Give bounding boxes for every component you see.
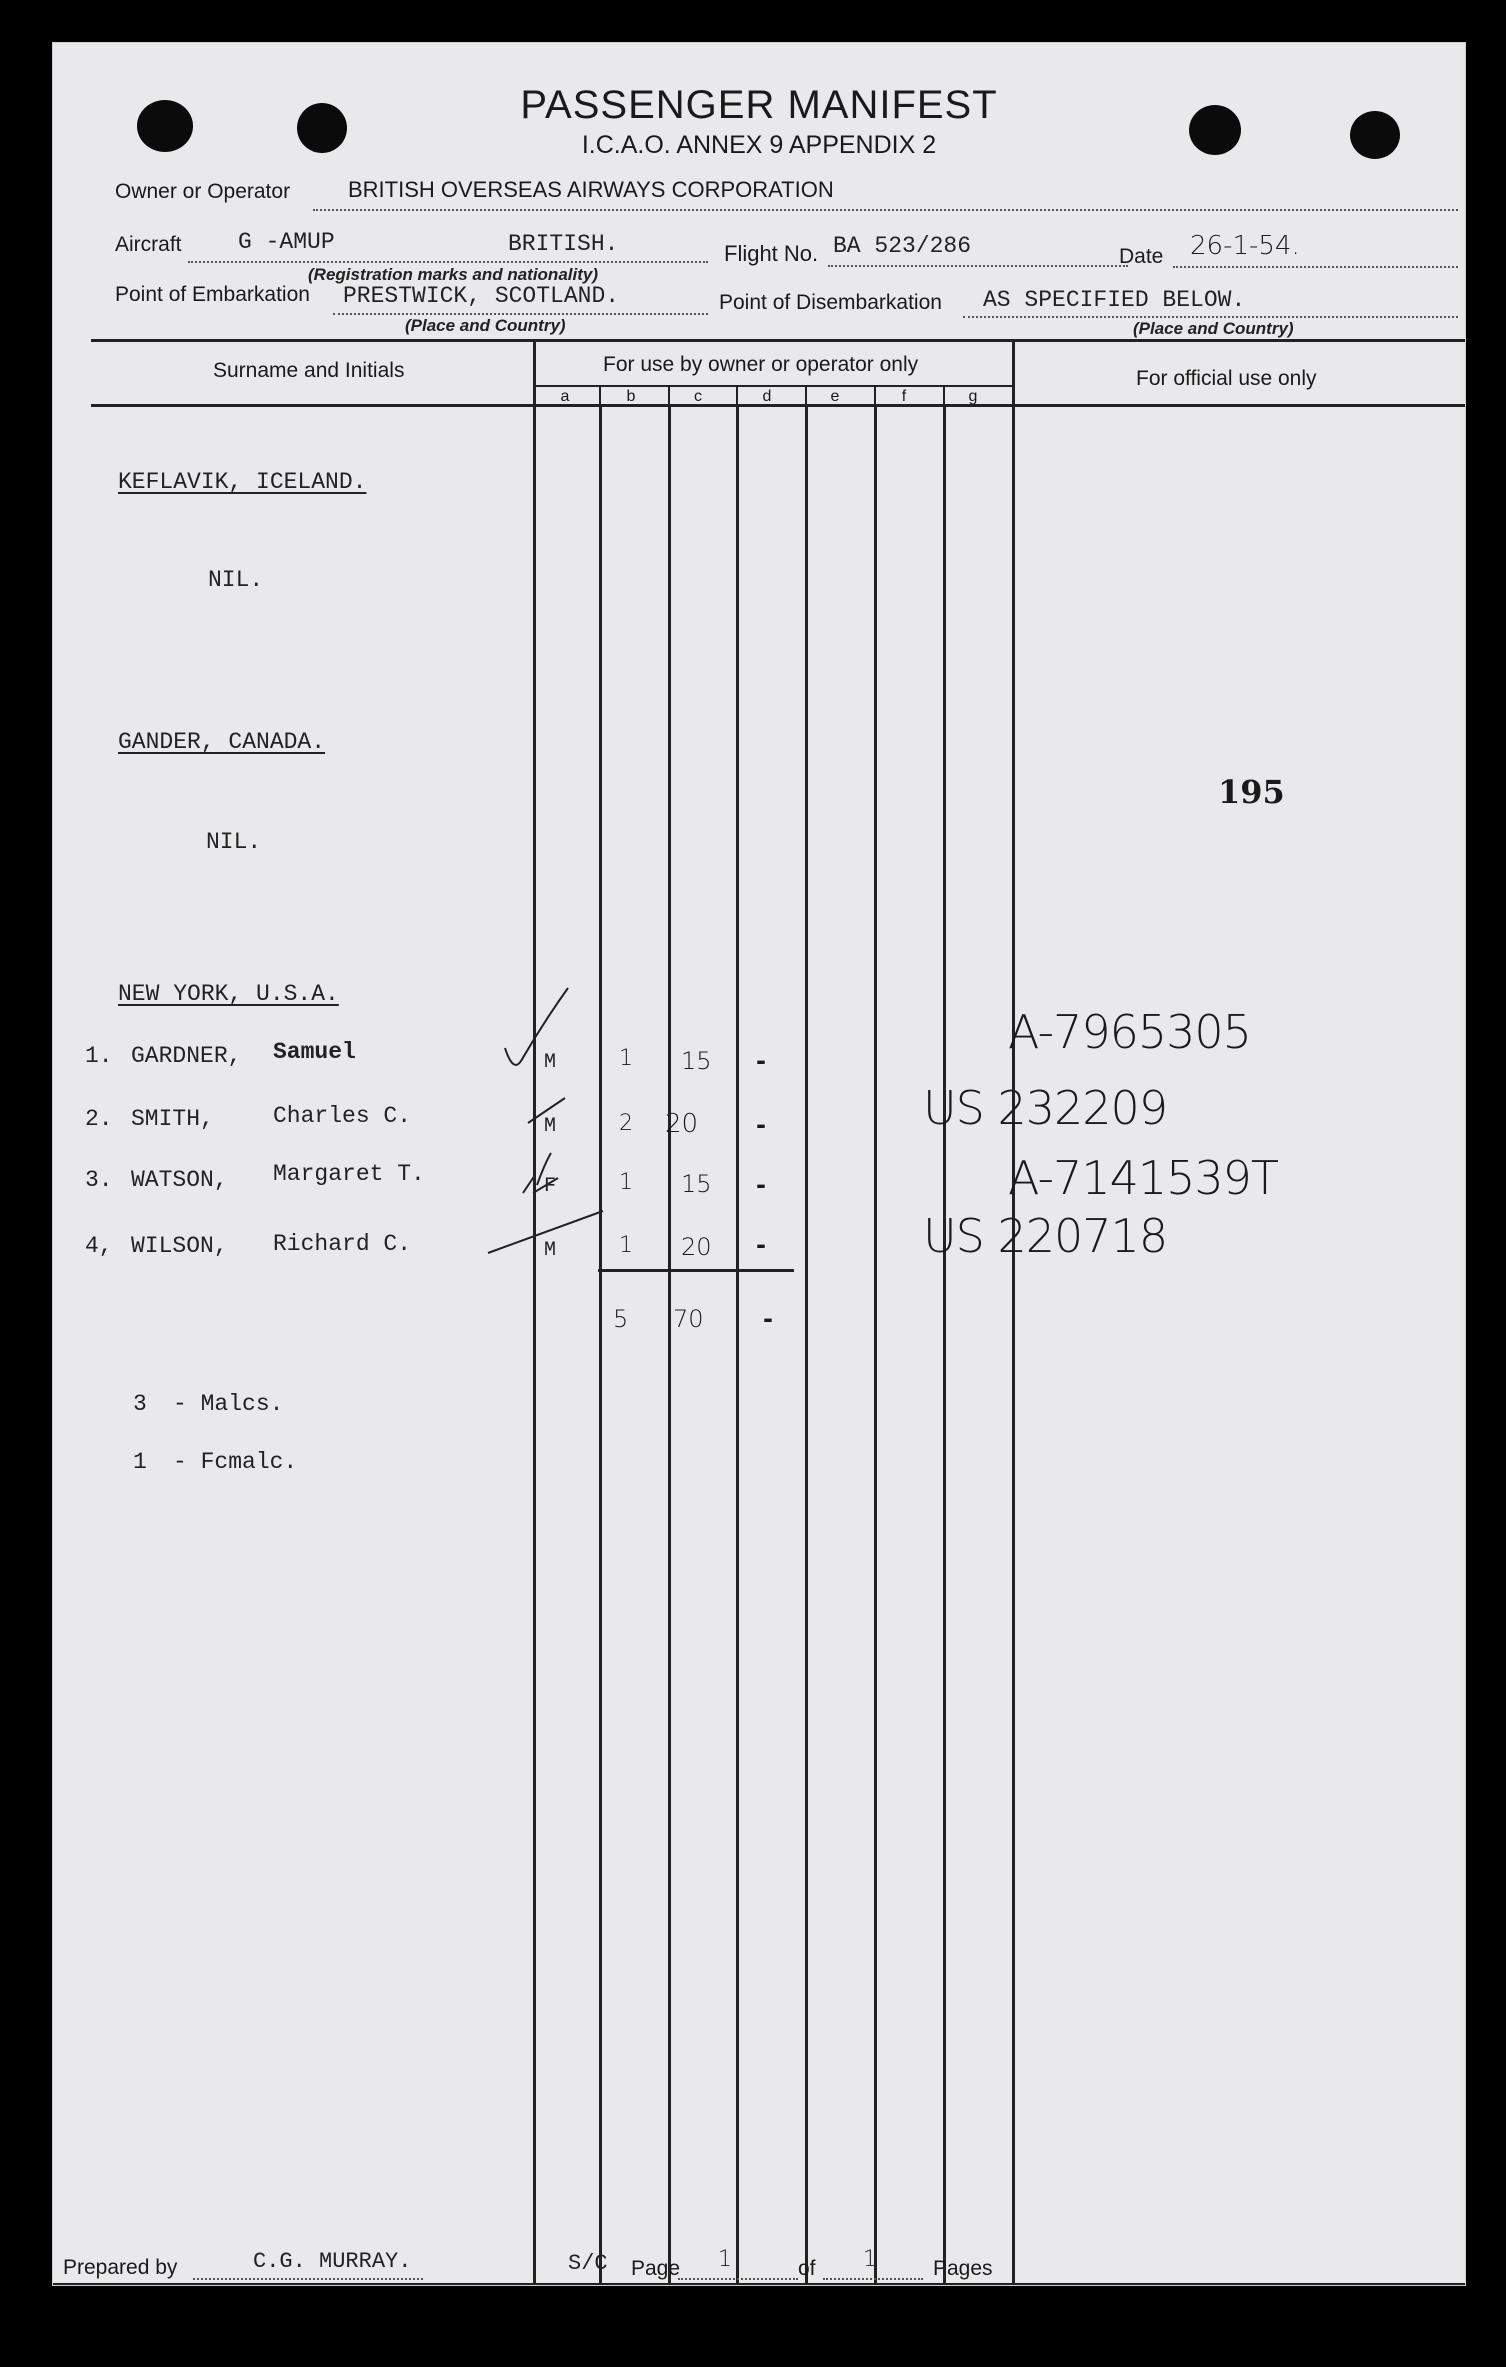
column-g-header: g [968,388,978,405]
header-separator-fg [943,385,945,405]
destination-gander-note: NIL. [206,829,262,855]
disembarkation-dots [963,316,1458,318]
passenger-2-col-b: 2 [619,1111,633,1136]
summary-males-count: 3 [133,1391,147,1417]
header-separator-de [805,385,807,405]
passenger-1-official: A-7965305 [1008,1005,1251,1059]
column-a-header: a [560,388,570,405]
column-line-g-official [1012,339,1015,2284]
column-e-header: e [830,388,840,405]
flight-value: BA 523/286 [833,233,972,259]
passenger-1-col-b: 1 [619,1046,633,1071]
passenger-4-given: Richard C. [273,1231,412,1257]
aircraft-value: G -AMUP [238,229,335,255]
passenger-4-official: US 220718 [923,1209,1168,1263]
passenger-4-surname: WILSON, [131,1233,228,1259]
passenger-4-col-b: 1 [619,1233,633,1258]
passenger-2-col-c: 20 [665,1109,699,1139]
passenger-2-number: 2. [85,1106,113,1132]
page-dots [678,2278,798,2280]
total-col-b: 5 [613,1305,629,1333]
passenger-3-col-a: F [544,1175,557,1198]
total-col-d: - [763,1305,773,1333]
footer-rule [53,2283,1465,2286]
passenger-4-col-d: - [756,1231,766,1259]
header-separator-ab [599,385,601,405]
header-separator-cd [736,385,738,405]
passenger-3-number: 3. [85,1167,113,1193]
total-col-c: 70 [673,1305,704,1333]
passenger-1-given: Samuel [273,1039,356,1065]
embarkation-caption: (Place and Country) [405,316,566,335]
passenger-2-col-d: - [756,1111,766,1139]
date-dots [1173,266,1458,268]
passenger-2-given: Charles C. [273,1103,412,1129]
column-line-c-d [736,404,739,2284]
date-label: Date [1119,245,1164,268]
embarkation-value: PRESTWICK, SCOTLAND. [343,283,620,309]
pages-dots [823,2278,923,2280]
prepared-dots [193,2278,423,2280]
disembarkation-caption: (Place and Country) [1133,319,1294,338]
column-line-surname-a [533,339,536,2284]
summary-females-label: - Fcmalc. [173,1449,298,1475]
passenger-2-col-a: M [544,1115,557,1138]
flight-dots [828,265,1128,267]
owner-label: Owner or Operator [115,180,291,203]
header-separator-ef [874,385,876,405]
column-line-f-g [943,404,946,2284]
summary-females-count: 1 [133,1449,147,1475]
page-title: PASSENGER MANIFEST [520,83,998,127]
date-value: 26-1-54. [1190,231,1300,261]
embarkation-dots [333,313,708,315]
pages-label: Pages [933,2257,993,2280]
passenger-4-number: 4, [85,1233,113,1259]
passenger-4-col-a: M [544,1239,557,1262]
disembarkation-value: AS SPECIFIED BELOW. [983,287,1246,313]
embarkation-label: Point of Embarkation [115,283,310,306]
registration-caption: (Registration marks and nationality) [308,265,598,284]
destination-keflavik-note: NIL. [208,567,264,593]
passenger-1-surname: GARDNER, [131,1043,242,1069]
manifest-page [52,42,1466,2286]
destination-new-york: NEW YORK, U.S.A. [118,981,339,1007]
page-label: Page [631,2257,681,2280]
passenger-3-col-d: - [756,1171,766,1199]
disembarkation-label: Point of Disembarkation [719,291,942,314]
passenger-3-given: Margaret T. [273,1161,425,1187]
destination-gander: GANDER, CANADA. [118,729,326,755]
column-letter-rule [533,385,1013,387]
owner-use-header: For use by owner or operator only [603,353,919,376]
passenger-1-number: 1. [85,1043,113,1069]
aircraft-dots [188,261,708,263]
passenger-1-col-d: - [756,1047,766,1075]
of-label: of [798,2257,816,2280]
header-separator-bc [668,385,670,405]
prepared-value: C.G. MURRAY. [253,2249,412,2274]
owner-dots [313,209,1458,211]
passenger-3-col-b: 1 [619,1170,633,1195]
column-b-header: b [626,388,636,405]
summary-males-label: - Malcs. [173,1391,284,1417]
prepared-role: S/C [568,2251,608,2276]
passenger-2-surname: SMITH, [131,1106,214,1132]
page-value: 1 [718,2247,732,2272]
aircraft-label: Aircraft [115,233,182,256]
surname-header: Surname and Initials [213,359,405,382]
column-c-header: c [694,388,702,405]
column-f-header: f [901,388,907,405]
official-use-header: For official use only [1136,367,1317,390]
column-line-d-e [805,404,808,2284]
table-top-rule [91,339,1465,342]
owner-value: BRITISH OVERSEAS AIRWAYS CORPORATION [348,177,834,202]
passenger-3-official: A-7141539T [1008,1151,1279,1205]
column-line-b-c [668,404,671,2284]
passenger-3-surname: WATSON, [131,1167,228,1193]
prepared-label: Prepared by [63,2256,178,2279]
passenger-4-col-c: 20 [681,1233,712,1261]
passenger-3-col-c: 15 [681,1170,712,1198]
page-subtitle: I.C.A.O. ANNEX 9 APPENDIX 2 [581,131,937,159]
passenger-2-official: US 232209 [923,1081,1168,1135]
pages-value: 1 [863,2247,877,2272]
passenger-1-col-c: 15 [681,1047,712,1075]
destination-keflavik: KEFLAVIK, ICELAND. [118,469,367,495]
column-d-header: d [762,388,772,405]
column-line-e-f [874,404,877,2284]
stamp-number: 195 [1218,773,1285,811]
check-marks [453,963,683,1303]
nationality-value: BRITISH. [508,231,619,257]
column-line-a-b [599,404,602,2284]
flight-label: Flight No. [724,241,819,266]
passenger-1-col-a: M [544,1051,557,1074]
